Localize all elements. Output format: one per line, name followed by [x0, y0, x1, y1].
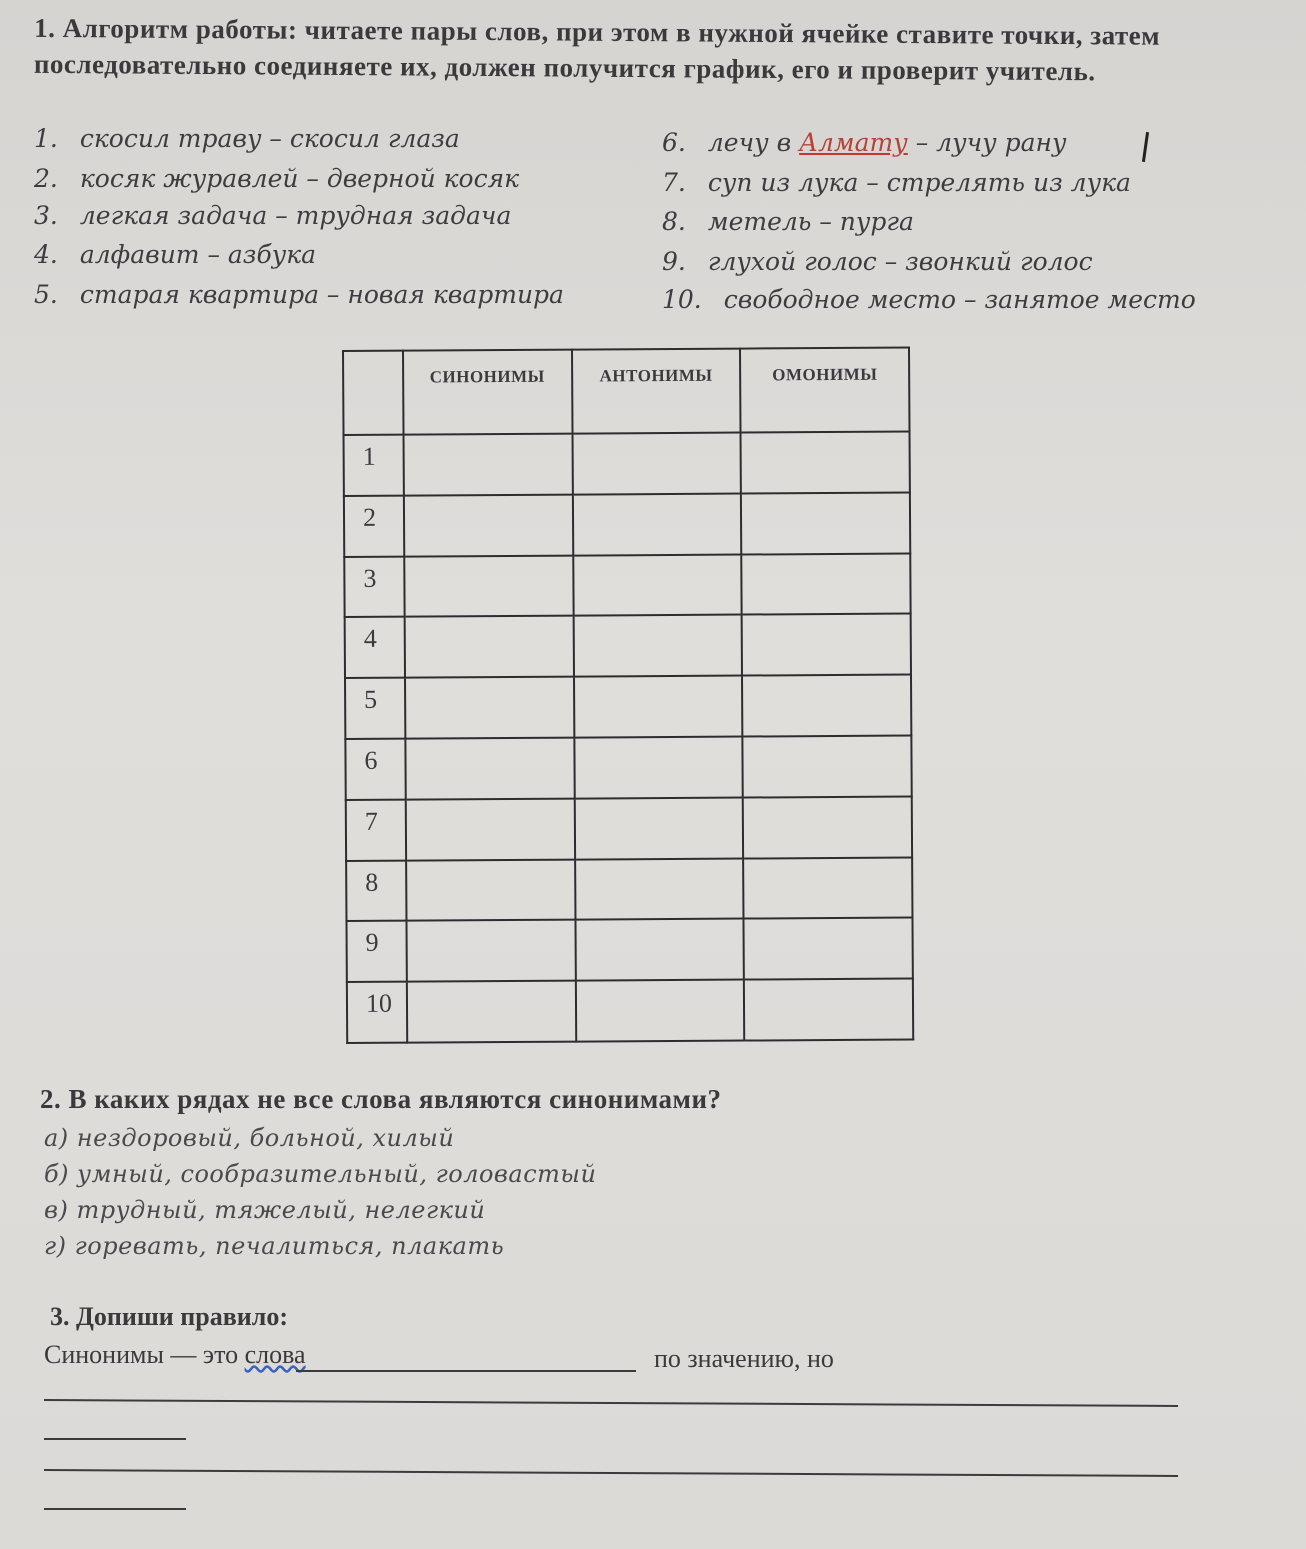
rule-prefix: Синонимы — это: [44, 1340, 245, 1369]
classification-table: [342, 347, 914, 1044]
pair-text: старая квартира – новая квартира: [79, 280, 564, 309]
word-pair-9: [662, 247, 1093, 276]
row-number: 7: [346, 799, 406, 860]
antonyms-cell[interactable]: [573, 615, 742, 677]
synonyms-cell[interactable]: [406, 859, 575, 921]
header-synonyms: СИНОНИМЫ: [403, 350, 572, 435]
table-row: [345, 675, 911, 739]
homonyms-cell[interactable]: [743, 857, 912, 919]
header-antonyms: АНТОНИМЫ: [572, 349, 741, 434]
option-b[interactable]: б) умный, сообразительный, головастый: [44, 1160, 597, 1188]
option-d[interactable]: г) горевать, печалиться, плакать: [44, 1232, 505, 1260]
antonyms-cell[interactable]: [574, 676, 743, 738]
row-number: 5: [345, 678, 405, 739]
table-row: [344, 432, 910, 496]
answer-line[interactable]: [44, 1508, 186, 1510]
synonyms-cell[interactable]: [404, 616, 573, 678]
pair-number: 4.: [34, 240, 58, 269]
answer-line[interactable]: [44, 1438, 186, 1440]
task2-question: 2. В каких рядах не все слова являются синонимами?: [40, 1084, 722, 1114]
synonyms-cell[interactable]: [405, 677, 574, 739]
pair-number: 2.: [34, 164, 58, 193]
rule-word: слова: [244, 1340, 306, 1369]
pair-number: 7.: [662, 168, 686, 197]
pair-number: 1.: [34, 124, 58, 153]
synonyms-cell[interactable]: [406, 920, 575, 982]
antonyms-cell[interactable]: [573, 554, 742, 616]
pair-number: 6.: [662, 128, 686, 157]
homonyms-cell[interactable]: [742, 614, 911, 676]
pair-text: глухой голос – звонкий голос: [707, 247, 1093, 276]
pair-text-before: лечу в: [707, 128, 800, 157]
pair-text: алфавит – азбука: [79, 240, 317, 269]
header-homonyms: ОМОНИМЫ: [740, 348, 909, 433]
table-row: [346, 918, 912, 982]
antonyms-cell[interactable]: [574, 797, 743, 859]
pair-text-after: – лучу рану: [907, 128, 1067, 157]
row-number: 3: [344, 556, 404, 617]
row-number: 10: [347, 982, 407, 1043]
pair-text: косяк журавлей – дверной косяк: [79, 164, 520, 193]
homonyms-cell[interactable]: [741, 492, 910, 554]
row-number: 6: [345, 739, 405, 800]
task1-instructions: 1. Алгоритм работы: читаете пары слов, при этом в нужной ячейке ставите точки, затем последовательно соединяете их, должен получится график, его и проверит учитель.: [33, 12, 1161, 87]
antonyms-cell[interactable]: [572, 433, 741, 495]
pair-number: 8.: [662, 207, 686, 236]
row-number: 2: [344, 495, 404, 556]
pair-number: 10.: [662, 285, 702, 314]
misspelled-word: Алмату: [799, 128, 908, 157]
pair-number: 3.: [34, 201, 58, 230]
answer-line[interactable]: [44, 1469, 1178, 1477]
antonyms-cell[interactable]: [575, 919, 744, 981]
homonyms-cell[interactable]: [742, 553, 911, 615]
row-number: 8: [346, 860, 406, 921]
synonyms-cell[interactable]: [403, 434, 572, 496]
homonyms-cell[interactable]: [743, 736, 912, 798]
task3-title: 3. Допиши правило:: [50, 1302, 288, 1331]
table-row: [346, 857, 912, 921]
rule-text-end: по значению, но: [654, 1344, 834, 1373]
pair-number: 5.: [34, 280, 58, 309]
word-pair-2: [34, 164, 519, 193]
pair-text: скосил траву – скосил глаза: [79, 124, 460, 153]
pen-mark: [1142, 132, 1149, 162]
antonyms-cell[interactable]: [572, 493, 741, 555]
antonyms-cell[interactable]: [575, 980, 744, 1042]
antonyms-cell[interactable]: [574, 737, 743, 799]
answer-line[interactable]: [296, 1370, 636, 1372]
table-row: [344, 553, 910, 617]
row-number: 9: [346, 921, 406, 982]
pair-text: легкая задача – трудная задача: [79, 201, 512, 230]
synonyms-cell[interactable]: [405, 798, 574, 860]
word-pair-5: [34, 280, 564, 309]
table-row: [346, 796, 912, 860]
synonyms-cell[interactable]: [404, 555, 573, 617]
table-header-row: [343, 348, 910, 435]
word-pair-10: [662, 285, 1196, 314]
synonyms-cell[interactable]: [407, 981, 576, 1043]
pair-text: суп из лука – стрелять из лука: [707, 168, 1131, 197]
synonyms-cell[interactable]: [404, 494, 573, 556]
rule-text-start: [44, 1340, 306, 1370]
option-c[interactable]: в) трудный, тяжелый, нелегкий: [44, 1196, 486, 1224]
option-a[interactable]: а) нездоровый, больной, хилый: [44, 1124, 455, 1152]
word-pair-3: [34, 201, 511, 230]
table-row: [344, 492, 910, 556]
word-pair-1: [34, 124, 460, 153]
pair-number: 9.: [662, 247, 686, 276]
header-corner: [343, 351, 403, 435]
word-pair-7: [662, 168, 1131, 197]
homonyms-cell[interactable]: [742, 675, 911, 737]
pair-text: метель – пурга: [707, 207, 914, 236]
row-number: 1: [344, 435, 404, 496]
table-row: [345, 736, 911, 800]
word-pair-8: [662, 207, 914, 236]
homonyms-cell[interactable]: [741, 432, 910, 494]
table-row: [345, 614, 911, 678]
table-row: [347, 979, 913, 1043]
synonyms-cell[interactable]: [405, 738, 574, 800]
homonyms-cell[interactable]: [743, 796, 912, 858]
antonyms-cell[interactable]: [575, 858, 744, 920]
row-number: 4: [345, 617, 405, 678]
homonyms-cell[interactable]: [744, 918, 913, 980]
word-pair-4: [34, 240, 316, 269]
word-pair-6: [662, 128, 1066, 157]
pair-text: свободное место – занятое место: [723, 285, 1196, 314]
homonyms-cell[interactable]: [744, 979, 913, 1041]
answer-line[interactable]: [44, 1399, 1178, 1407]
